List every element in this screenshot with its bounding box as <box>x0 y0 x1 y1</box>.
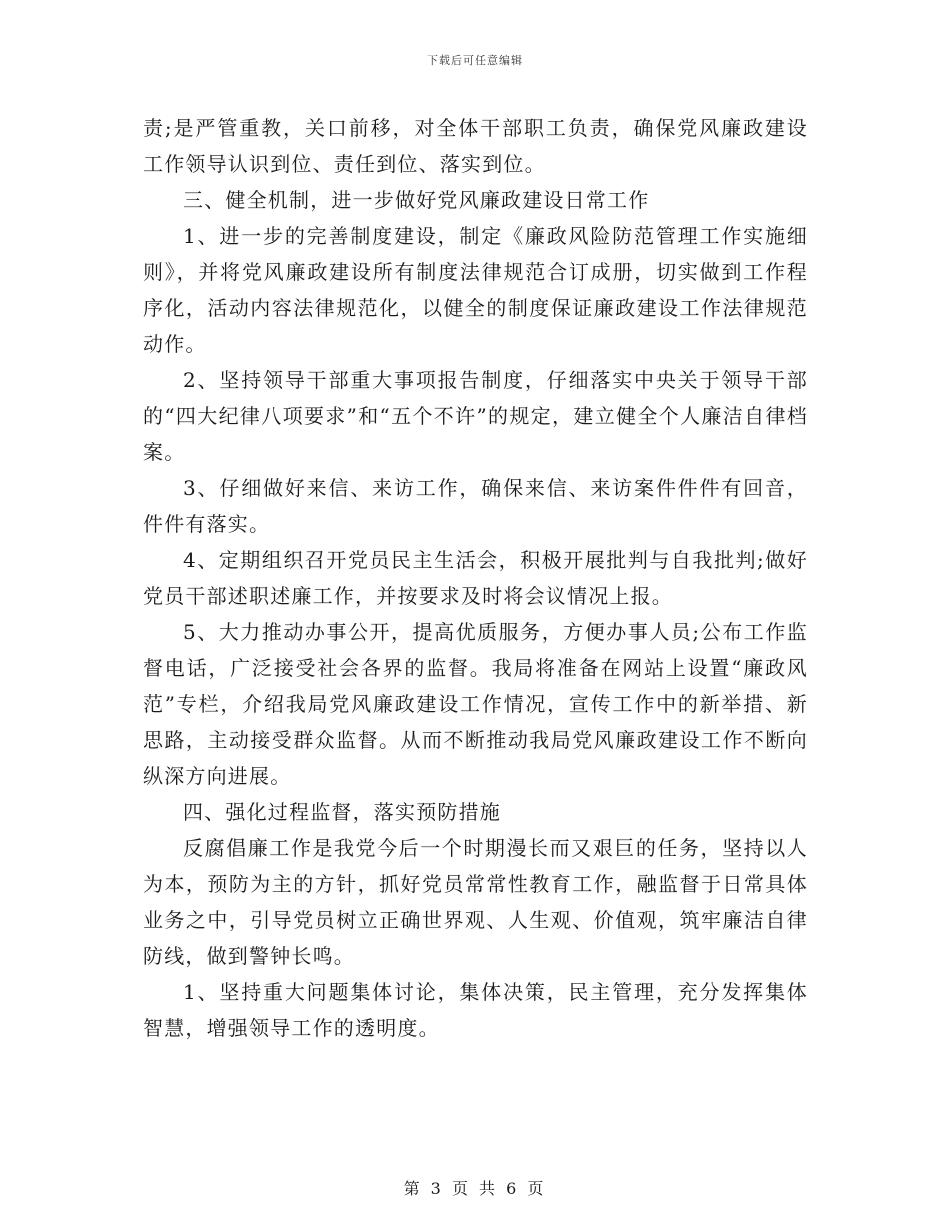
section-heading: 三、健全机制，进一步做好党风廉政建设日常工作 <box>183 188 650 212</box>
paragraph: 1、坚持重大问题集体讨论，集体决策，民主管理，充分发挥集体智慧，增强领导工作的透明度。 <box>143 980 808 1040</box>
paragraph: 5、大力推动办事公开，提高优质服务，方便办事人员;公布工作监督电话，广泛接受社会各界的监督。我局将准备在网站上设置“廉政风范”专栏，介绍我局党风廉政建设工作情况，宣传工作中的新举措、新思路，主动接受群众监督。从而不断推动我局党风廉政建设工作不断向纵深方向进展。 <box>143 620 808 788</box>
document-body <box>143 110 808 1046</box>
paragraph: 反腐倡廉工作是我党今后一个时期漫长而又艰巨的任务，坚持以人为本，预防为主的方针，抓好党员常常性教育工作，融监督于日常具体业务之中，引导党员树立正确世界观、人生观、价值观，筑牢廉洁自律防线，做到警钟长鸣。 <box>143 836 808 968</box>
section-heading: 四、强化过程监督，落实预防措施 <box>183 800 501 824</box>
paragraph: 责;是严管重教，关口前移，对全体干部职工负责，确保党风廉政建设工作领导认识到位、责任到位、落实到位。 <box>143 116 808 176</box>
paragraph: 3、仔细做好来信、来访工作，确保来信、来访案件件件有回音，件件有落实。 <box>143 476 808 536</box>
page-number: 第 3 页 共 6 页 <box>403 1179 547 1198</box>
paragraph: 1、进一步的完善制度建设，制定《廉政风险防范管理工作实施细则》，并将党风廉政建设所有制度法律规范合订成册，切实做到工作程序化，活动内容法律规范化，以健全的制度保证廉政建设工作法律规范动作。 <box>143 224 808 356</box>
paragraph: 2、坚持领导干部重大事项报告制度，仔细落实中央关于领导干部的“四大纪律八项要求”和“五个不许”的规定，建立健全个人廉洁自律档案。 <box>143 368 808 464</box>
paragraph: 4、定期组织召开党员民主生活会，积极开展批判与自我批判;做好党员干部述职述廉工作，并按要求及时将会议情况上报。 <box>143 548 808 608</box>
page-header: 下载后可任意编辑 <box>427 54 523 67</box>
